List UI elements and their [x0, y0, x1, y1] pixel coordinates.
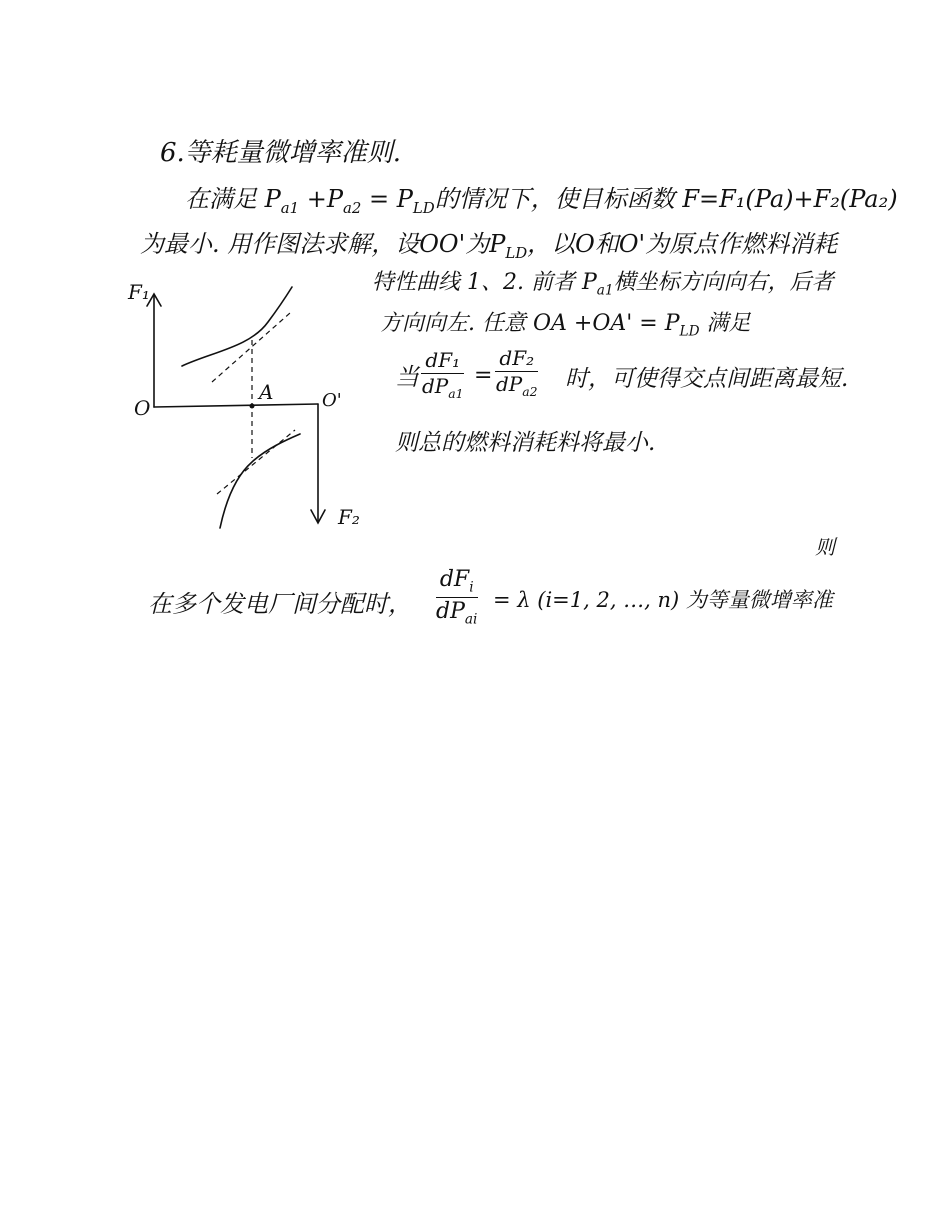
f1-axis-label: F₁ — [128, 280, 150, 304]
derivative-fraction-2: dF₂ $dP_{a2}$ — [496, 346, 538, 399]
f2-axis-label: F₂ — [338, 505, 360, 529]
text-line-5-suffix: 时，可使得交点间距离最短. — [565, 366, 849, 392]
multi-plant-fraction: $dF_i$ $dP_{ai}$ — [436, 567, 478, 628]
tangent-line-2 — [217, 430, 295, 494]
multi-plant-prefix: 在多个发电厂间分配时， — [148, 590, 412, 618]
text-line-5-prefix: 当 — [395, 363, 419, 391]
derivative-fraction-1: dF₁ $dP_{a1}$ — [422, 348, 464, 401]
text-line-4: 方向向左. 任意 OA $+OA' = P_{LD}$ 满足 — [380, 311, 751, 340]
tangent-line-1 — [212, 313, 290, 382]
origin-o-prime-label: O' — [322, 390, 342, 411]
text-fragment: 的情况下，使目标函数 — [434, 185, 675, 213]
text-line-3: 特性曲线 1、2. 前者 $P_{a1}$横坐标方向向右，后者 — [372, 270, 834, 299]
var-pld: = $P_{LD}$ — [361, 185, 435, 217]
origin-o-label: O — [134, 396, 151, 420]
var-pa1: $P_{a1}$ — [264, 185, 300, 217]
corner-character: 则 — [815, 535, 835, 559]
point-a-label: A — [259, 380, 274, 404]
equals-sign: = — [474, 363, 493, 388]
text-fragment: 在满足 — [185, 185, 257, 213]
text-line-6: 则总的燃料消耗料将最小. — [395, 430, 656, 456]
objective-function: F=F₁(Pa)+F₂(Pa₂) — [682, 185, 898, 213]
text-line-2: 为最小. 用作图法求解，设OO'为$P_{LD}$，以O和O'为原点作燃料消耗 — [140, 230, 838, 262]
var-pa2: $+P_{a2}$ — [299, 185, 362, 217]
point-a-dot — [250, 404, 255, 409]
oo-prime-line — [154, 404, 318, 407]
multi-plant-suffix: = λ (i=1, 2, …, n) 为等量微增率准 — [493, 588, 833, 612]
page-heading: 6.等耗量微增率准则. — [160, 138, 402, 168]
